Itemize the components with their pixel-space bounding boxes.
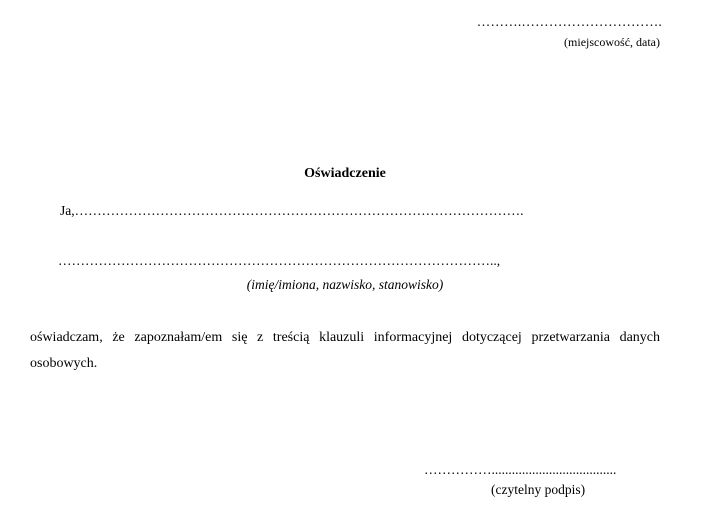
place-date-field-line: ……….…………………………. (476, 14, 662, 29)
signature-caption: (czytelny podpis) (491, 482, 586, 497)
name-field-caption: (imię/imiona, nazwisko, stanowisko) (246, 277, 444, 292)
signature-field-line: ……………..................................... (424, 462, 617, 477)
place-date-caption: (miejscowość, data) (564, 35, 660, 49)
statement-paragraph: oświadczam, że zapoznałam/em się z treścią klauzuli informacyjnej dotyczącej przetwarzania danych osobowych. (30, 330, 660, 371)
document-title: Oświadczenie (304, 166, 386, 181)
name-field-line-first: Ja,………………………………………………………………………………………. (60, 203, 524, 218)
name-field-line-second: …………………………………………………………………………………….., (58, 253, 501, 268)
